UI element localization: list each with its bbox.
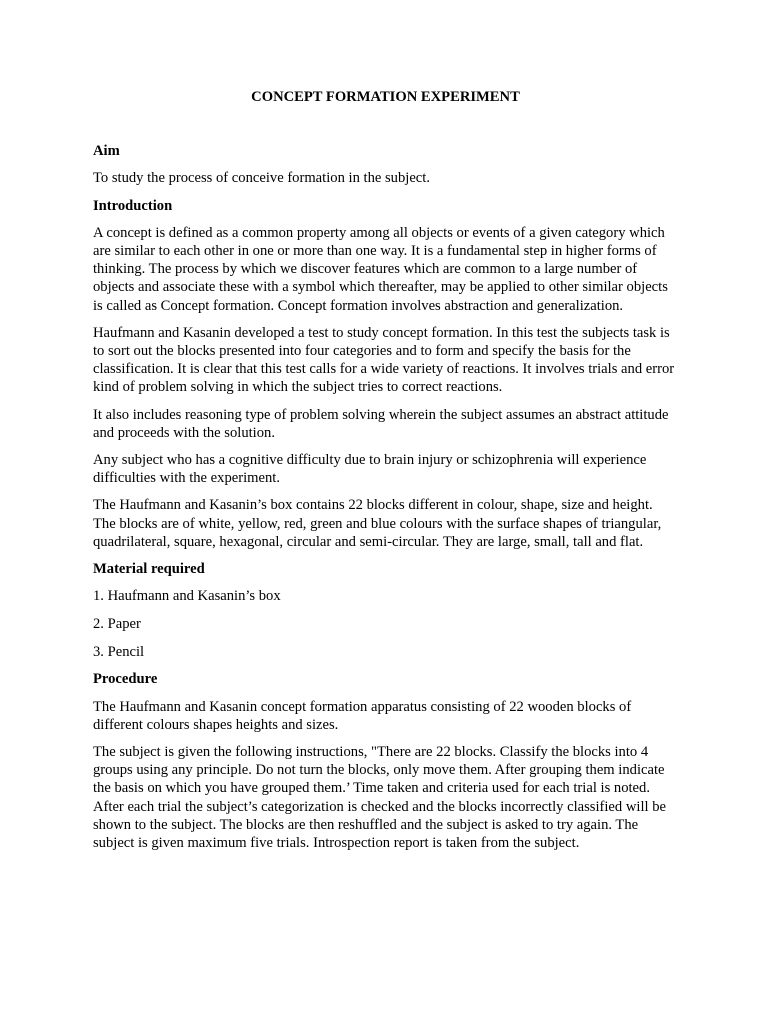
introduction-heading: Introduction <box>93 197 173 214</box>
material-item-box: 1. Haufmann and Kasanin’s box <box>93 588 281 605</box>
introduction-paragraph-1: A concept is defined as a common property among all objects or events of a given category which are similar to each other in one or more than one way. It is a fundamental step in higher forms of thinking. The process by which we discover features which are common to a large number of objects and associate these with a symbol which thereafter, may be applied to other similar objects is called as Concept formation. Concept formation involves abstraction and generalization. <box>93 224 668 314</box>
material-heading: Material required <box>93 561 205 578</box>
aim-heading: Aim <box>93 143 120 160</box>
introduction-paragraph-5: The Haufmann and Kasanin’s box contains 22 blocks different in colour, shape, size and height. The blocks are of white, yellow, red, green and blue colours with the surface shapes of triangular, quadrilateral, square, hexagonal, circular and semi-circular. They are large, small, tall and flat. <box>93 497 662 550</box>
introduction-paragraph-4: Any subject who has a cognitive difficulty due to brain injury or schizophrenia will experience difficulties with the experiment. <box>93 452 647 487</box>
procedure-paragraph-1: The Haufmann and Kasanin concept formation apparatus consisting of 22 wooden blocks of different colours shapes heights and sizes. <box>93 698 632 733</box>
material-item-pencil: 3. Pencil <box>93 643 145 660</box>
procedure-paragraph-2: The subject is given the following instructions, "There are 22 blocks. Classify the blocks into 4 groups using any principle. Do not turn the blocks, only move them. After grouping them indicate the basis on which you have grouped them.’ Time taken and criteria used for each trial is noted. After each trial the subject’s categorization is checked and the blocks incorrectly classified will be shown to the subject. The blocks are then reshuffled and the subject is asked to try again. The subject is given maximum five trials. Introspection report is taken from the subject. <box>93 743 666 851</box>
introduction-paragraph-3: It also includes reasoning type of problem solving wherein the subject assumes an abstract attitude and proceeds with the solution. <box>93 406 669 441</box>
document-page <box>93 88 678 861</box>
document-title: CONCEPT FORMATION EXPERIMENT <box>251 89 520 105</box>
aim-text: To study the process of conceive formation in the subject. <box>93 170 430 187</box>
procedure-heading: Procedure <box>93 671 158 688</box>
introduction-paragraph-2: Haufmann and Kasanin developed a test to study concept formation. In this test the subjects task is to sort out the blocks presented into four categories and to form and specify the basis for the classification. It is clear that this test calls for a wide variety of reactions. It involves trials and error kind of problem solving in which the subject tries to correct reactions. <box>93 324 675 396</box>
material-item-paper: 2. Paper <box>93 615 141 632</box>
